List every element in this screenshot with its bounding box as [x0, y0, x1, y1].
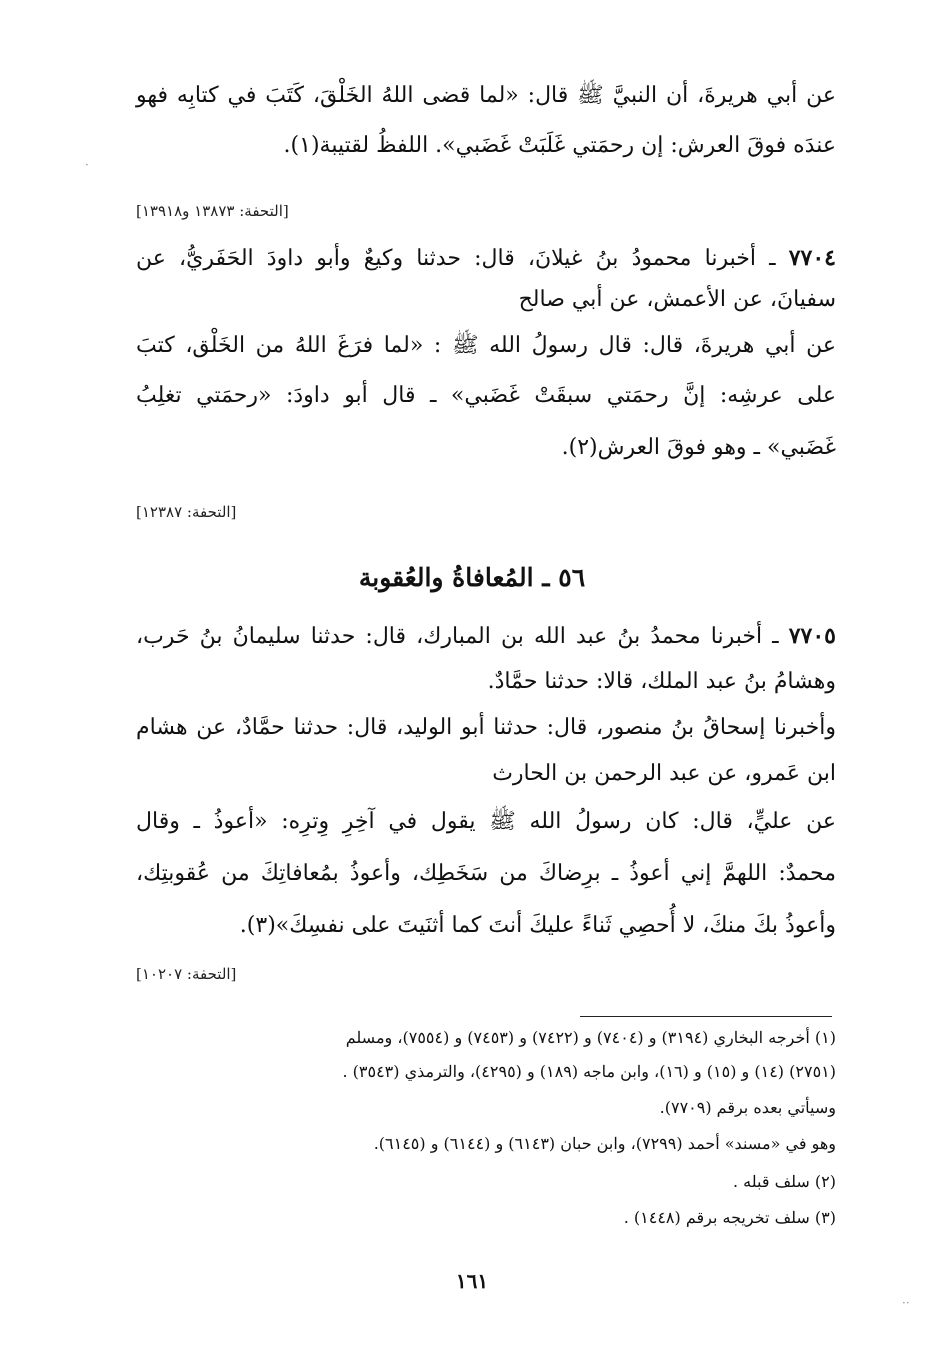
hadith-7705-line — [136, 616, 836, 657]
tuhfa-reference: [التحفة: ١٠٢٠٧] — [136, 965, 237, 983]
hadith-text-line: عن أبي هريرةَ، أن النبيَّ ﷺ قال: «لما قضى اللهُ الخَلْقَ، كَتَبَ في كتابِه فهو — [136, 83, 836, 108]
hadith-text-line: عن عليٍّ، قال: كان رسولُ الله ﷺ يقول في آخِرِ وِترِه: «أعوذُ ـ وقال — [136, 809, 836, 834]
footnote-line: (٢) سلف قبله . — [732, 1172, 836, 1191]
hadith-text-line: عندَه فوقَ العرش: إن رحمَتي غَلَبَتْ غَضَبي». اللفظُ لقتيبة(١). — [283, 133, 836, 158]
tuhfa-reference: [التحفة: ١٢٣٨٧] — [136, 503, 237, 521]
hadith-isnad: ـ أخبرنا محمودُ بنُ غيلانَ، قال: حدثنا وكيعٌ وأبو داودَ الحَفَريُّ، عن — [136, 246, 789, 271]
hadith-text-line: وهشامُ بنُ عبد الملك، قالا: حدثنا حمَّادٌ. — [487, 669, 836, 694]
hadith-text-line: على عرشِه: إنَّ رحمَتي سبقَتْ غَضَبي» ـ قال أبو داودَ: «رحمَتي تغلِبُ — [136, 383, 836, 408]
scan-speck: ·· — [902, 1296, 910, 1310]
page-number: ١٦١ — [455, 1269, 489, 1293]
hadith-7704-line — [136, 238, 836, 279]
footnote-separator — [580, 1016, 832, 1017]
hadith-text-line: وأخبرنا إسحاقُ بنُ منصور، قال: حدثنا أبو الوليد، قال: حدثنا حمَّادٌ، عن هشام — [136, 715, 836, 740]
hadith-text-line: وأعوذُ بكَ منكَ، لا أُحصِي ثَناءً عليكَ أنتَ كما أثنَيتَ على نفسِكَ»(٣). — [239, 913, 836, 938]
hadith-text-line: سفيانَ، عن الأعمش، عن أبي صالح — [518, 287, 836, 312]
footnote-line: وهو في «مسند» أحمد (٧٢٩٩)، وابن حبان (٦١٤٣) و (٦١٤٤) و (٦١٤٥). — [373, 1134, 836, 1153]
footnote-line: (٢٧٥١) (١٤) و (١٥) و (١٦)، وابن ماجه (١٨٩) و (٤٢٩٥)، والترمذي (٣٥٤٣) . — [342, 1062, 836, 1081]
hadith-number: ٧٧٠٥ — [788, 623, 836, 649]
footnote-line: وسيأتي بعده برقم (٧٧٠٩). — [659, 1098, 836, 1117]
chapter-title: ٥٦ ـ المُعافاةُ والعُقوبة — [358, 563, 586, 592]
hadith-isnad: ـ أخبرنا محمدُ بنُ عبد الله بن المبارك، قال: حدثنا سليمانُ بنُ حَرب، — [136, 624, 789, 649]
footnote-line: (١) أخرجه البخاري (٣١٩٤) و (٧٤٠٤) و (٧٤٢٢) و (٧٤٥٣) و (٧٥٥٤)، ومسلم — [345, 1028, 836, 1047]
tuhfa-reference: [التحفة: ١٣٨٧٣ و١٣٩١٨] — [136, 202, 289, 220]
scan-speck: · — [85, 158, 89, 172]
hadith-text-line: غَضَبي» ـ وهو فوقَ العرش(٢). — [561, 435, 836, 460]
hadith-text-line: محمدٌ: اللهمَّ إني أعوذُ ـ برِضاكَ من سَخَطِك، وأعوذُ بمُعافاتِكَ من عُقوبتِك، — [136, 861, 836, 886]
footnote-line: (٣) سلف تخريجه برقم (١٤٤٨) . — [623, 1208, 836, 1227]
hadith-text-line: ابن عَمرو، عن عبد الرحمن بن الحارث — [492, 761, 836, 786]
hadith-number: ٧٧٠٤ — [788, 245, 836, 271]
hadith-text-line: عن أبي هريرةَ، قال: قال رسولُ الله ﷺ : «لما فرَغَ اللهُ من الخَلْق، كتبَ — [136, 333, 836, 358]
